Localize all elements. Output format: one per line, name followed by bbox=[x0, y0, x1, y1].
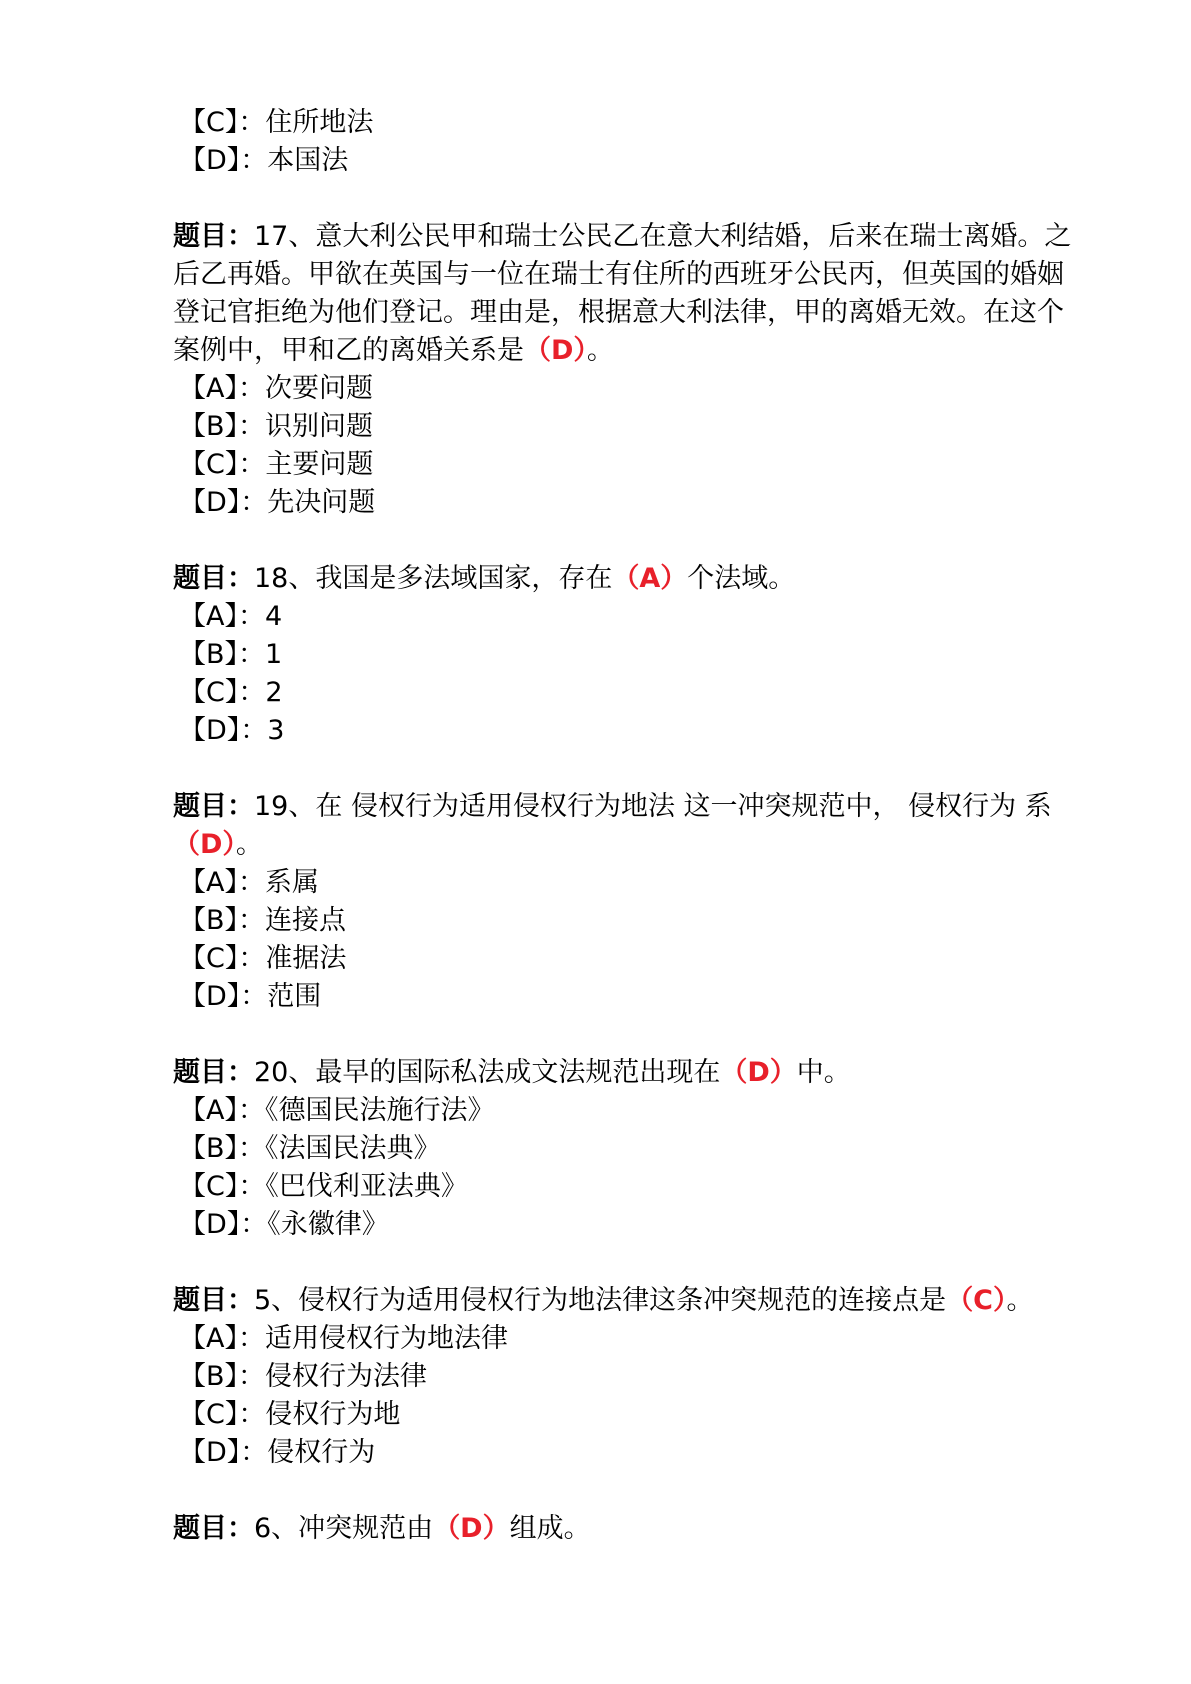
option-text: 主要问题 bbox=[265, 449, 374, 480]
option-text: 1 bbox=[265, 639, 283, 670]
answer-marker: （D） bbox=[433, 1513, 510, 1544]
option-text: 《永徽律》 bbox=[267, 1209, 389, 1240]
answer-marker: （D） bbox=[720, 1057, 797, 1088]
option-text: 《德国民法施行法》 bbox=[264, 1095, 495, 1126]
option-c bbox=[173, 940, 1088, 978]
question-stem bbox=[173, 788, 1088, 864]
answer-marker: （D） bbox=[173, 829, 236, 860]
option-key: 【D】 bbox=[179, 981, 241, 1012]
option-text: 《法国民法典》 bbox=[265, 1133, 441, 1164]
question-text-after: 个法域。 bbox=[687, 563, 796, 594]
option-b bbox=[173, 1130, 1088, 1168]
option-text: 住所地法 bbox=[265, 107, 374, 138]
option-separator: ： bbox=[237, 867, 265, 898]
option-key: 【A】 bbox=[179, 1095, 238, 1126]
option-separator: ： bbox=[238, 677, 266, 708]
question-stem bbox=[173, 1282, 1088, 1320]
option-b bbox=[173, 902, 1088, 940]
question-text-after: 。 bbox=[235, 829, 263, 860]
option-b bbox=[173, 408, 1088, 446]
option-key: 【B】 bbox=[179, 1361, 239, 1392]
question-5 bbox=[173, 1282, 1088, 1472]
option-key: 【C】 bbox=[179, 449, 239, 480]
option-key: 【A】 bbox=[179, 1323, 238, 1354]
question-label: 题目： bbox=[173, 1057, 254, 1088]
option-key: 【B】 bbox=[179, 1133, 239, 1164]
option-d bbox=[173, 484, 1088, 522]
option-d bbox=[173, 142, 1088, 180]
question-text: 19、在 侵权行为适用侵权行为地法 这一冲突规范中， 侵权行为 系 bbox=[254, 791, 1052, 822]
option-separator: ： bbox=[240, 715, 268, 746]
option-c bbox=[173, 674, 1088, 712]
question-stem bbox=[173, 218, 1088, 370]
option-key: 【D】 bbox=[179, 145, 241, 176]
option-a bbox=[173, 598, 1088, 636]
option-text: 本国法 bbox=[267, 145, 349, 176]
option-text: 4 bbox=[264, 601, 283, 632]
option-d bbox=[173, 1206, 1088, 1244]
question-stem bbox=[173, 560, 1088, 598]
option-text: 识别问题 bbox=[265, 411, 374, 442]
option-key: 【A】 bbox=[179, 373, 238, 404]
question-stem bbox=[173, 1510, 1088, 1548]
option-separator: ： bbox=[240, 487, 268, 518]
question-text: 6、冲突规范由 bbox=[254, 1513, 434, 1544]
option-separator: ： bbox=[238, 411, 266, 442]
option-separator: ： bbox=[238, 1361, 266, 1392]
option-c bbox=[173, 104, 1088, 142]
question-text: 17、意大利公民甲和瑞士公民乙在意大利结婚，后来在瑞士离婚。之后乙再婚。甲欲在英国与一位在瑞士有住所的西班牙公民丙，但英国的婚姻登记官拒绝为他们登记。理由是，根据意大利法律，甲的离婚无效。在这个案例中，甲和乙的离婚关系是 bbox=[173, 221, 1072, 366]
option-key: 【D】 bbox=[179, 487, 241, 518]
option-key: 【C】 bbox=[179, 1171, 239, 1202]
answer-marker: （A） bbox=[612, 563, 688, 594]
option-key: 【C】 bbox=[179, 1399, 239, 1430]
question-text-after: 。 bbox=[1006, 1285, 1034, 1316]
option-separator: ： bbox=[238, 1171, 266, 1202]
option-key: 【D】 bbox=[179, 1437, 241, 1468]
option-separator: ： bbox=[240, 1437, 268, 1468]
option-separator: ： bbox=[240, 1209, 268, 1240]
option-key: 【A】 bbox=[179, 867, 238, 898]
option-a bbox=[173, 370, 1088, 408]
option-key: 【D】 bbox=[179, 1209, 241, 1240]
question-text: 5、侵权行为适用侵权行为地法律这条冲突规范的连接点是 bbox=[254, 1285, 947, 1316]
answer-marker: （D） bbox=[524, 335, 587, 366]
option-separator: ： bbox=[238, 1133, 266, 1164]
option-b bbox=[173, 636, 1088, 674]
option-separator: ： bbox=[240, 981, 268, 1012]
option-key: 【B】 bbox=[179, 905, 239, 936]
option-c bbox=[173, 446, 1088, 484]
option-key: 【C】 bbox=[179, 107, 239, 138]
option-d bbox=[173, 712, 1088, 750]
option-separator: ： bbox=[237, 601, 265, 632]
option-text: 准据法 bbox=[265, 943, 347, 974]
option-a bbox=[173, 1320, 1088, 1358]
question-label: 题目： bbox=[173, 1513, 254, 1544]
option-separator: ： bbox=[238, 1399, 266, 1430]
question-stem bbox=[173, 1054, 1088, 1092]
option-text: 《巴伐利亚法典》 bbox=[265, 1171, 468, 1202]
option-text: 3 bbox=[267, 715, 285, 746]
option-key: 【C】 bbox=[179, 677, 239, 708]
option-text: 次要问题 bbox=[264, 373, 373, 404]
option-text: 连接点 bbox=[265, 905, 347, 936]
question-17 bbox=[173, 218, 1088, 522]
option-text: 侵权行为 bbox=[267, 1437, 376, 1468]
option-separator: ： bbox=[240, 145, 268, 176]
question-20 bbox=[173, 1054, 1088, 1244]
question-text-after: 中。 bbox=[796, 1057, 851, 1088]
option-a bbox=[173, 864, 1088, 902]
option-separator: ： bbox=[237, 373, 265, 404]
question-label: 题目： bbox=[173, 1285, 254, 1316]
question-label: 题目： bbox=[173, 791, 254, 822]
option-text: 适用侵权行为地法律 bbox=[264, 1323, 508, 1354]
document-page bbox=[173, 104, 1088, 1548]
option-key: 【B】 bbox=[179, 411, 239, 442]
option-key: 【A】 bbox=[179, 601, 238, 632]
answer-marker: （C） bbox=[946, 1285, 1007, 1316]
leading-options bbox=[173, 104, 1088, 180]
option-key: 【D】 bbox=[179, 715, 241, 746]
option-separator: ： bbox=[237, 1323, 265, 1354]
question-text: 20、最早的国际私法成文法规范出现在 bbox=[254, 1057, 721, 1088]
option-separator: ： bbox=[237, 1095, 265, 1126]
option-c bbox=[173, 1396, 1088, 1434]
option-separator: ： bbox=[238, 107, 266, 138]
option-key: 【C】 bbox=[179, 943, 239, 974]
option-text: 系属 bbox=[264, 867, 319, 898]
question-text: 18、我国是多法域国家，存在 bbox=[254, 563, 613, 594]
question-6 bbox=[173, 1510, 1088, 1548]
question-text-after: 组成。 bbox=[509, 1513, 591, 1544]
option-d bbox=[173, 978, 1088, 1016]
option-text: 范围 bbox=[267, 981, 322, 1012]
question-text-after: 。 bbox=[586, 335, 614, 366]
option-separator: ： bbox=[238, 943, 266, 974]
option-c bbox=[173, 1168, 1088, 1206]
option-text: 侵权行为法律 bbox=[265, 1361, 428, 1392]
question-label: 题目： bbox=[173, 563, 254, 594]
option-separator: ： bbox=[238, 639, 266, 670]
option-text: 先决问题 bbox=[267, 487, 376, 518]
option-text: 2 bbox=[265, 677, 283, 708]
option-a bbox=[173, 1092, 1088, 1130]
question-19 bbox=[173, 788, 1088, 1016]
option-b bbox=[173, 1358, 1088, 1396]
option-text: 侵权行为地 bbox=[265, 1399, 401, 1430]
option-d bbox=[173, 1434, 1088, 1472]
option-separator: ： bbox=[238, 905, 266, 936]
option-key: 【B】 bbox=[179, 639, 239, 670]
question-18 bbox=[173, 560, 1088, 750]
question-label: 题目： bbox=[173, 221, 254, 252]
option-separator: ： bbox=[238, 449, 266, 480]
